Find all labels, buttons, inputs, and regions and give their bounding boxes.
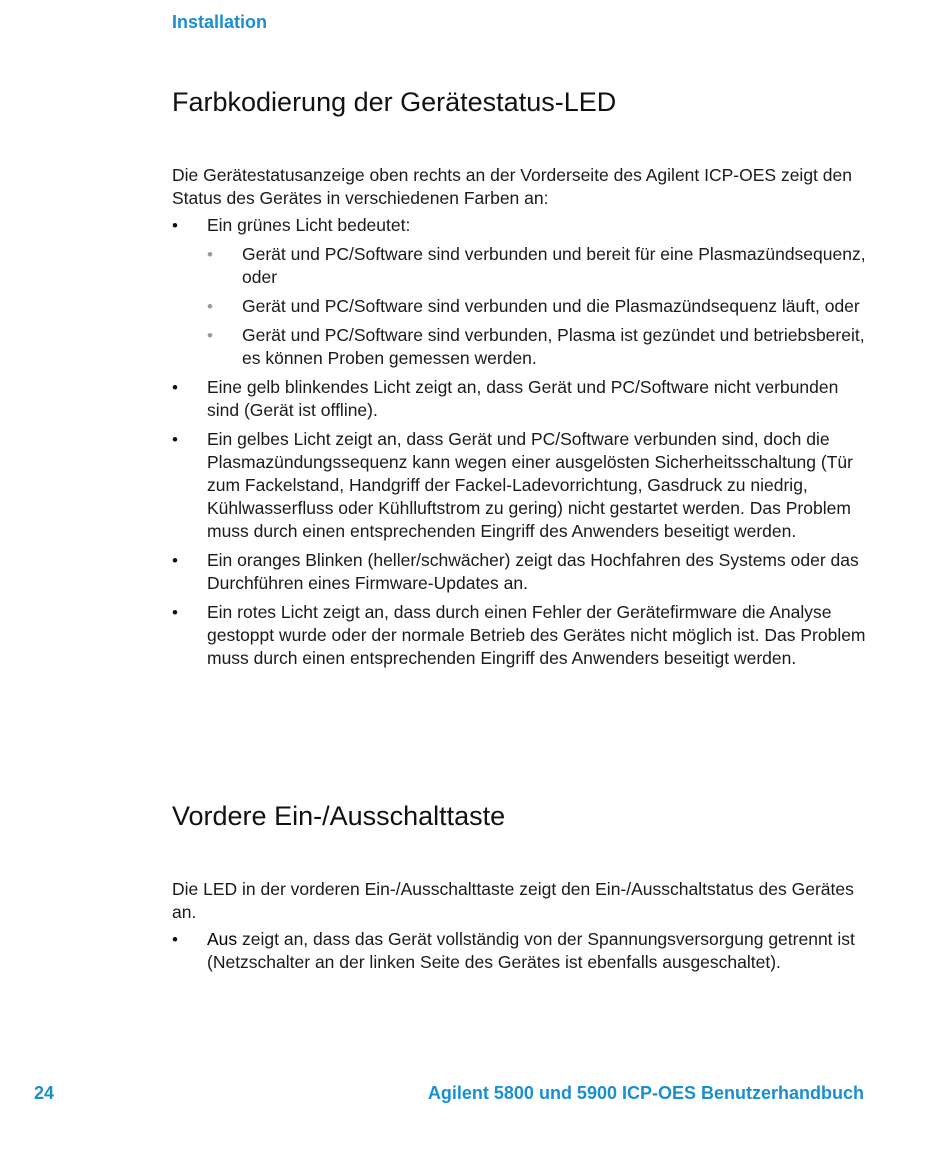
section-intro: Die Gerätestatusanzeige oben rechts an der Vorderseite des Agilent ICP-OES zeigt den Status des Gerätes in verschiedenen Farben an: xyxy=(172,165,852,208)
list-item-text: Ein oranges Blinken (heller/schwächer) zeigt das Hochfahren des Systems oder das Durchführen eines Firmware-Updates an. xyxy=(207,550,859,593)
section-led-color-coding xyxy=(172,86,872,676)
bullet-icon: • xyxy=(172,378,178,397)
bullet-list xyxy=(172,928,872,974)
bullet-list xyxy=(172,214,872,670)
sub-list-item xyxy=(207,243,872,289)
list-item xyxy=(172,928,872,974)
section-title: Vordere Ein-/Ausschalttaste xyxy=(172,801,506,831)
sub-bullet-icon: • xyxy=(207,326,213,345)
term-label: Aus xyxy=(207,929,238,949)
bullet-icon: • xyxy=(172,551,178,570)
sub-bullet-icon: • xyxy=(207,297,213,316)
list-item xyxy=(172,376,872,422)
list-item-text: Ein gelbes Licht zeigt an, dass Gerät und PC/Software verbunden sind, doch die Plasmazündungssequenz kann wegen einer ausgelösten Sicherheitsschaltung (Tür zum Fackelstand, Handgriff der Fackel-Ladevorrichtung, Gasdruck zu niedrig, Kühlwasserfluss oder Kühlluftstrom zu gering) nicht gestartet werden. Das Problem muss durch einen entsprechenden Eingriff des Anwenders beseitigt werden. xyxy=(207,429,853,541)
list-item xyxy=(172,549,872,595)
list-item-text: Eine gelb blinkendes Licht zeigt an, dass Gerät und PC/Software nicht verbunden sind (Gerät ist offline). xyxy=(207,377,839,420)
section-intro: Die LED in der vorderen Ein-/Ausschalttaste zeigt den Ein-/Ausschaltstatus des Gerätes an. xyxy=(172,879,854,922)
sub-list-item xyxy=(207,295,872,318)
bullet-icon: • xyxy=(172,430,178,449)
list-item xyxy=(172,214,872,370)
section-title: Farbkodierung der Gerätestatus-LED xyxy=(172,87,617,117)
sub-list-item-text: Gerät und PC/Software sind verbunden, Plasma ist gezündet und betriebsbereit, es können Proben gemessen werden. xyxy=(242,325,865,368)
footer-doc-title: Agilent 5800 und 5900 ICP-OES Benutzerhandbuch xyxy=(427,1083,864,1103)
list-item xyxy=(172,601,872,670)
section-power-button xyxy=(172,800,872,980)
bullet-icon: • xyxy=(172,603,178,622)
sub-bullet-icon: • xyxy=(207,245,213,264)
bullet-icon: • xyxy=(172,930,178,949)
list-item-text: Ein grünes Licht bedeutet: xyxy=(207,215,411,235)
sub-bullet-list xyxy=(207,243,872,370)
sub-list-item-text: Gerät und PC/Software sind verbunden und bereit für eine Plasmazündsequenz, oder xyxy=(242,244,866,287)
list-item-text: Ein rotes Licht zeigt an, dass durch einen Fehler der Gerätefirmware die Analyse gestoppt wurde oder der normale Betrieb des Gerätes nicht möglich ist. Das Problem muss durch einen entsprechenden Eingriff des Anwenders beseitigt werden. xyxy=(207,602,866,668)
list-item-text: zeigt an, dass das Gerät vollständig von der Spannungsversorgung getrennt ist (Netzschalter an der linken Seite des Gerätes ist ebenfalls ausgeschaltet). xyxy=(207,929,855,972)
list-item xyxy=(172,428,872,543)
sub-list-item-text: Gerät und PC/Software sind verbunden und die Plasmazündsequenz läuft, oder xyxy=(242,296,860,316)
bullet-icon: • xyxy=(172,216,178,235)
sub-list-item xyxy=(207,324,872,370)
running-header: Installation xyxy=(172,12,268,32)
page-number: 24 xyxy=(34,1083,55,1103)
